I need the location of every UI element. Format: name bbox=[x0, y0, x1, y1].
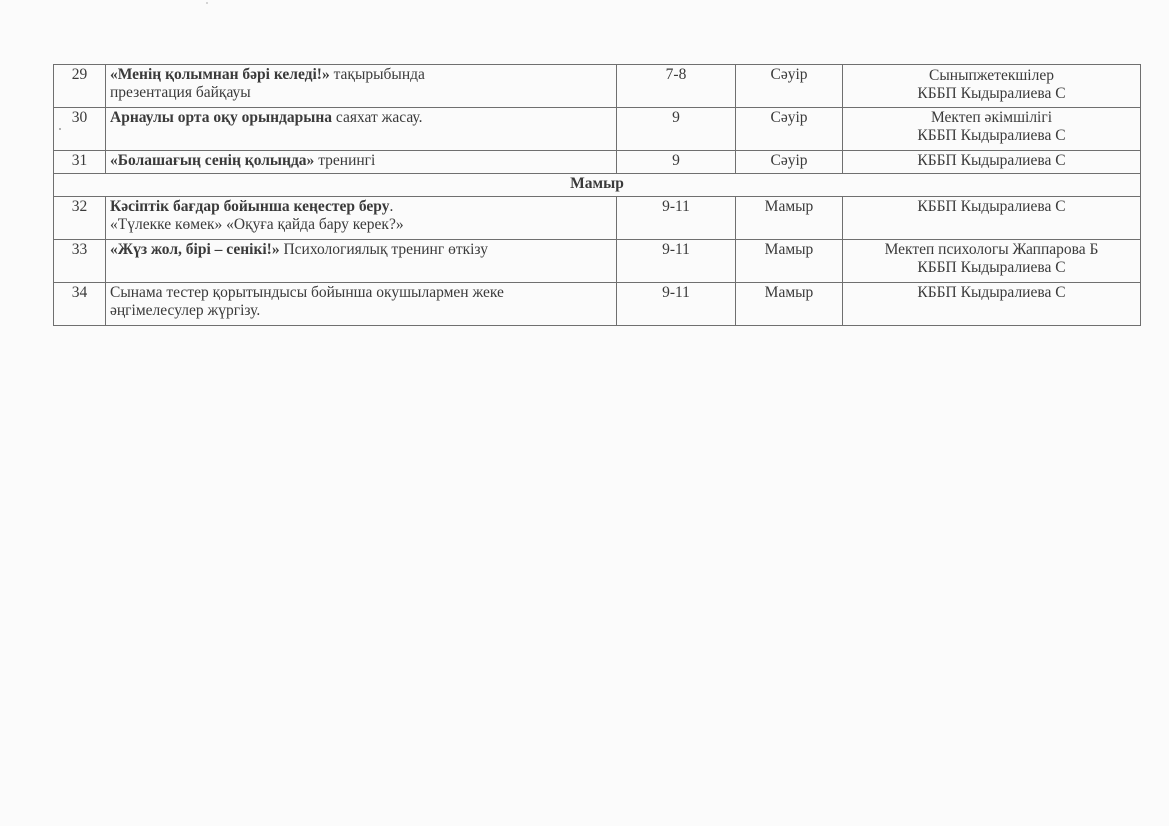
table-row bbox=[54, 197, 1141, 240]
event-cell bbox=[106, 240, 617, 283]
grade-cell: 7-8 bbox=[617, 65, 736, 108]
event-title-bold: «Болашағың сенің қолыңда» bbox=[110, 152, 315, 169]
event-text: тренингі bbox=[314, 152, 376, 169]
row-number: 32 bbox=[54, 197, 106, 240]
event-text-line2: презентация байқауы bbox=[110, 84, 251, 101]
responsible-cell bbox=[843, 240, 1141, 283]
month-cell: Сәуір bbox=[736, 108, 843, 151]
month-cell: Мамыр bbox=[736, 283, 843, 326]
event-text: тақырыбында bbox=[329, 66, 425, 83]
grade-cell: 9-11 bbox=[617, 283, 736, 326]
responsible-cell bbox=[843, 151, 1141, 174]
event-title-bold: «Жүз жол, бірі – сенікі!» bbox=[110, 241, 280, 258]
month-cell: Мамыр bbox=[736, 240, 843, 283]
grade-cell: 9-11 bbox=[617, 240, 736, 283]
responsible-line1: Сыныпжетекшілер bbox=[929, 67, 1054, 84]
responsible-line1: Мектеп әкімшілігі bbox=[930, 109, 1053, 126]
responsible-cell bbox=[843, 197, 1141, 240]
event-title-bold: Арнаулы орта оқу орындарына bbox=[110, 109, 333, 126]
responsible-line1: КББП Кыдыралиева С bbox=[917, 284, 1066, 301]
event-text: . bbox=[389, 198, 394, 215]
responsible-cell bbox=[843, 65, 1141, 108]
event-cell bbox=[106, 108, 617, 151]
section-title-may: Мамыр bbox=[54, 174, 1141, 197]
grade-cell: 9 bbox=[617, 108, 736, 151]
table-row bbox=[54, 240, 1141, 283]
month-cell: Сәуір bbox=[736, 151, 843, 174]
row-number: 33 bbox=[54, 240, 106, 283]
month-cell: Мамыр bbox=[736, 197, 843, 240]
event-cell bbox=[106, 197, 617, 240]
event-cell bbox=[106, 151, 617, 174]
responsible-line2: КББП Кыдыралиева С bbox=[917, 259, 1066, 276]
grade-cell: 9 bbox=[617, 151, 736, 174]
scan-speck bbox=[206, 2, 208, 4]
table-row bbox=[54, 108, 1141, 151]
event-text: саяхат жасау. bbox=[332, 109, 423, 126]
responsible-line1: Мектеп психологы Жаппарова Б bbox=[884, 241, 1099, 258]
month-cell: Сәуір bbox=[736, 65, 843, 108]
event-plan-table bbox=[53, 64, 1141, 326]
responsible-cell bbox=[843, 283, 1141, 326]
responsible-line1: КББП Кыдыралиева С bbox=[917, 152, 1066, 169]
event-text-line2: әңгімелесулер жүргізу. bbox=[110, 302, 261, 319]
event-text: Сынама тестер қорытындысы бойынша окушылармен жеке bbox=[110, 284, 504, 301]
section-row bbox=[54, 174, 1141, 197]
event-title-bold: «Менің қолымнан бәрі келеді!» bbox=[110, 66, 330, 83]
grade-cell: 9-11 bbox=[617, 197, 736, 240]
responsible-line2: КББП Кыдыралиева С bbox=[917, 85, 1066, 102]
table-row bbox=[54, 65, 1141, 108]
event-cell bbox=[106, 283, 617, 326]
responsible-cell bbox=[843, 108, 1141, 151]
event-title-bold: Кәсіптік бағдар бойынша кеңестер беру bbox=[110, 198, 390, 215]
row-number: 29 bbox=[54, 65, 106, 108]
event-cell bbox=[106, 65, 617, 108]
table-row bbox=[54, 151, 1141, 174]
row-number: 31 bbox=[54, 151, 106, 174]
responsible-line1: КББП Кыдыралиева С bbox=[917, 198, 1066, 215]
row-number: 34 bbox=[54, 283, 106, 326]
responsible-line2: КББП Кыдыралиева С bbox=[917, 127, 1066, 144]
row-number: 30 bbox=[54, 108, 106, 151]
event-text: Психологиялық тренинг өткізу bbox=[279, 241, 488, 258]
event-text-line2: «Түлекке көмек» «Оқуға қайда бару керек?» bbox=[110, 216, 404, 233]
table-row bbox=[54, 283, 1141, 326]
